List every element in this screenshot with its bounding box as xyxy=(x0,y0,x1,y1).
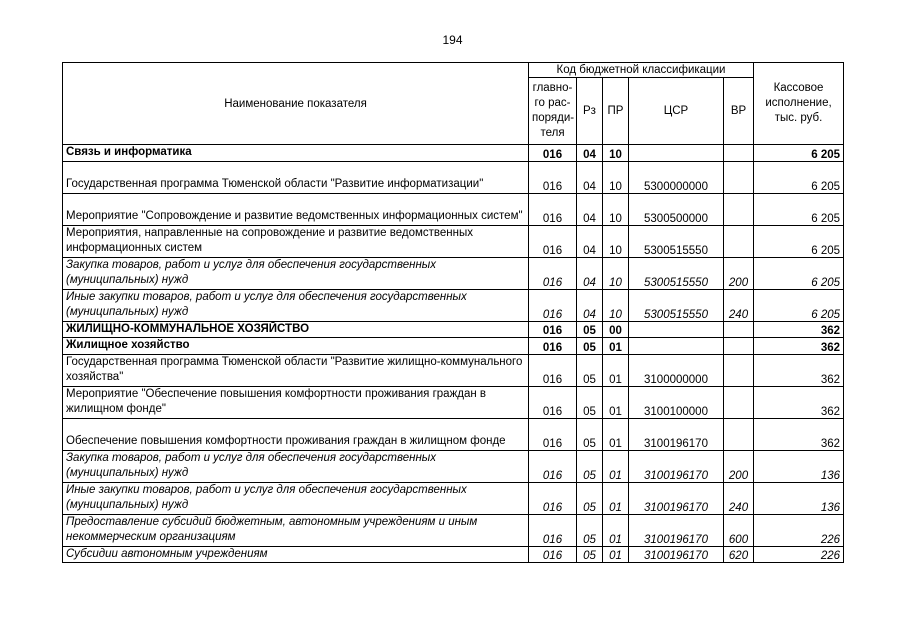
row-pr: 10 xyxy=(603,193,629,225)
row-rz: 04 xyxy=(577,161,603,193)
row-rz: 04 xyxy=(577,193,603,225)
row-csr xyxy=(629,321,724,338)
row-name: Иные закупки товаров, работ и услуг для обеспечения государственных (муниципальных) нужд xyxy=(63,289,529,321)
row-csr: 3100196170 xyxy=(629,418,724,450)
header-vr: ВР xyxy=(724,78,754,145)
row-name: Предоставление субсидий бюджетным, автономным учреждениям и иным некоммерческим организациям xyxy=(63,514,529,546)
row-rz: 05 xyxy=(577,354,603,386)
row-vr xyxy=(724,145,754,162)
row-name: Мероприятие "Сопровождение и развитие ведомственных информационных систем" xyxy=(63,193,529,225)
row-amount: 226 xyxy=(754,546,844,563)
row-vr xyxy=(724,193,754,225)
row-pr: 10 xyxy=(603,289,629,321)
row-rz: 04 xyxy=(577,257,603,289)
row-gl: 016 xyxy=(529,450,577,482)
header-code-group: Код бюджетной классификации xyxy=(529,63,754,78)
table-row xyxy=(63,450,844,482)
table-row xyxy=(63,321,844,338)
row-vr: 240 xyxy=(724,482,754,514)
row-gl: 016 xyxy=(529,161,577,193)
row-rz: 05 xyxy=(577,514,603,546)
row-amount: 6 205 xyxy=(754,145,844,162)
header-csr: ЦСР xyxy=(629,78,724,145)
table-row xyxy=(63,145,844,162)
table-row xyxy=(63,225,844,257)
row-gl: 016 xyxy=(529,289,577,321)
header-name: Наименование показателя xyxy=(63,63,529,145)
table-row xyxy=(63,386,844,418)
row-name: Обеспечение повышения комфортности проживания граждан в жилищном фонде xyxy=(63,418,529,450)
row-name: Государственная программа Тюменской области "Развитие информатизации" xyxy=(63,161,529,193)
row-amount: 6 205 xyxy=(754,289,844,321)
row-vr xyxy=(724,354,754,386)
row-rz: 05 xyxy=(577,321,603,338)
row-vr: 200 xyxy=(724,257,754,289)
row-csr: 3100100000 xyxy=(629,386,724,418)
header-rz: Рз xyxy=(577,78,603,145)
row-gl: 016 xyxy=(529,482,577,514)
row-amount: 226 xyxy=(754,514,844,546)
row-pr: 00 xyxy=(603,321,629,338)
row-pr: 10 xyxy=(603,145,629,162)
table-row xyxy=(63,354,844,386)
row-amount: 6 205 xyxy=(754,193,844,225)
row-gl: 016 xyxy=(529,225,577,257)
row-amount: 6 205 xyxy=(754,257,844,289)
row-rz: 04 xyxy=(577,289,603,321)
row-pr: 01 xyxy=(603,482,629,514)
table-row xyxy=(63,338,844,355)
row-csr: 3100196170 xyxy=(629,514,724,546)
table-row xyxy=(63,514,844,546)
row-amount: 136 xyxy=(754,482,844,514)
table-row xyxy=(63,418,844,450)
row-gl: 016 xyxy=(529,321,577,338)
row-csr: 3100196170 xyxy=(629,546,724,563)
row-gl: 016 xyxy=(529,193,577,225)
row-csr: 5300500000 xyxy=(629,193,724,225)
row-gl: 016 xyxy=(529,338,577,355)
row-gl: 016 xyxy=(529,145,577,162)
row-rz: 05 xyxy=(577,450,603,482)
table-row xyxy=(63,161,844,193)
row-csr: 3100196170 xyxy=(629,450,724,482)
row-amount: 362 xyxy=(754,418,844,450)
row-name: Мероприятие "Обеспечение повышения комфортности проживания граждан в жилищном фонде" xyxy=(63,386,529,418)
row-vr xyxy=(724,418,754,450)
row-rz: 04 xyxy=(577,145,603,162)
row-gl: 016 xyxy=(529,386,577,418)
row-pr: 01 xyxy=(603,418,629,450)
row-rz: 05 xyxy=(577,546,603,563)
row-pr: 01 xyxy=(603,450,629,482)
row-pr: 10 xyxy=(603,257,629,289)
row-pr: 01 xyxy=(603,546,629,563)
row-pr: 10 xyxy=(603,225,629,257)
row-rz: 05 xyxy=(577,386,603,418)
row-amount: 362 xyxy=(754,321,844,338)
row-csr: 3100000000 xyxy=(629,354,724,386)
row-vr: 620 xyxy=(724,546,754,563)
row-vr: 200 xyxy=(724,450,754,482)
row-amount: 362 xyxy=(754,354,844,386)
table-row xyxy=(63,257,844,289)
row-amount: 362 xyxy=(754,386,844,418)
table-row xyxy=(63,193,844,225)
row-name: Мероприятия, направленные на сопровождение и развитие ведомственных информационных систем xyxy=(63,225,529,257)
row-vr xyxy=(724,338,754,355)
row-csr: 5300515550 xyxy=(629,289,724,321)
row-vr: 600 xyxy=(724,514,754,546)
header-pr: ПР xyxy=(603,78,629,145)
row-csr: 5300515550 xyxy=(629,257,724,289)
row-amount: 6 205 xyxy=(754,225,844,257)
row-vr xyxy=(724,161,754,193)
row-rz: 05 xyxy=(577,482,603,514)
row-gl: 016 xyxy=(529,546,577,563)
budget-table xyxy=(62,62,844,563)
table-row xyxy=(63,289,844,321)
row-amount: 136 xyxy=(754,450,844,482)
header-cash: Кассовое исполнение, тыс. руб. xyxy=(754,63,844,145)
row-rz: 04 xyxy=(577,225,603,257)
row-vr: 240 xyxy=(724,289,754,321)
row-pr: 01 xyxy=(603,386,629,418)
header-glavny: главно-го рас-поряди-теля xyxy=(529,78,577,145)
row-gl: 016 xyxy=(529,514,577,546)
row-gl: 016 xyxy=(529,257,577,289)
page-number: 194 xyxy=(442,33,463,47)
row-amount: 362 xyxy=(754,338,844,355)
row-gl: 016 xyxy=(529,354,577,386)
row-name: Закупка товаров, работ и услуг для обеспечения государственных (муниципальных) нужд xyxy=(63,450,529,482)
table-row xyxy=(63,546,844,563)
row-name: Иные закупки товаров, работ и услуг для обеспечения государственных (муниципальных) нужд xyxy=(63,482,529,514)
row-name: Субсидии автономным учреждениям xyxy=(63,546,529,563)
row-gl: 016 xyxy=(529,418,577,450)
row-amount: 6 205 xyxy=(754,161,844,193)
row-name: ЖИЛИЩНО-КОММУНАЛЬНОЕ ХОЗЯЙСТВО xyxy=(63,321,529,338)
row-rz: 05 xyxy=(577,338,603,355)
row-csr: 3100196170 xyxy=(629,482,724,514)
row-vr xyxy=(724,225,754,257)
row-csr: 5300515550 xyxy=(629,225,724,257)
row-pr: 01 xyxy=(603,338,629,355)
row-name: Связь и информатика xyxy=(63,145,529,162)
row-csr xyxy=(629,145,724,162)
row-name: Жилищное хозяйство xyxy=(63,338,529,355)
row-vr xyxy=(724,321,754,338)
row-vr xyxy=(724,386,754,418)
row-rz: 05 xyxy=(577,418,603,450)
row-csr xyxy=(629,338,724,355)
row-pr: 01 xyxy=(603,354,629,386)
table-row xyxy=(63,482,844,514)
row-name: Государственная программа Тюменской области "Развитие жилищно-коммунального хозяйства" xyxy=(63,354,529,386)
row-pr: 10 xyxy=(603,161,629,193)
row-csr: 5300000000 xyxy=(629,161,724,193)
row-name: Закупка товаров, работ и услуг для обеспечения государственных (муниципальных) нужд xyxy=(63,257,529,289)
row-pr: 01 xyxy=(603,514,629,546)
